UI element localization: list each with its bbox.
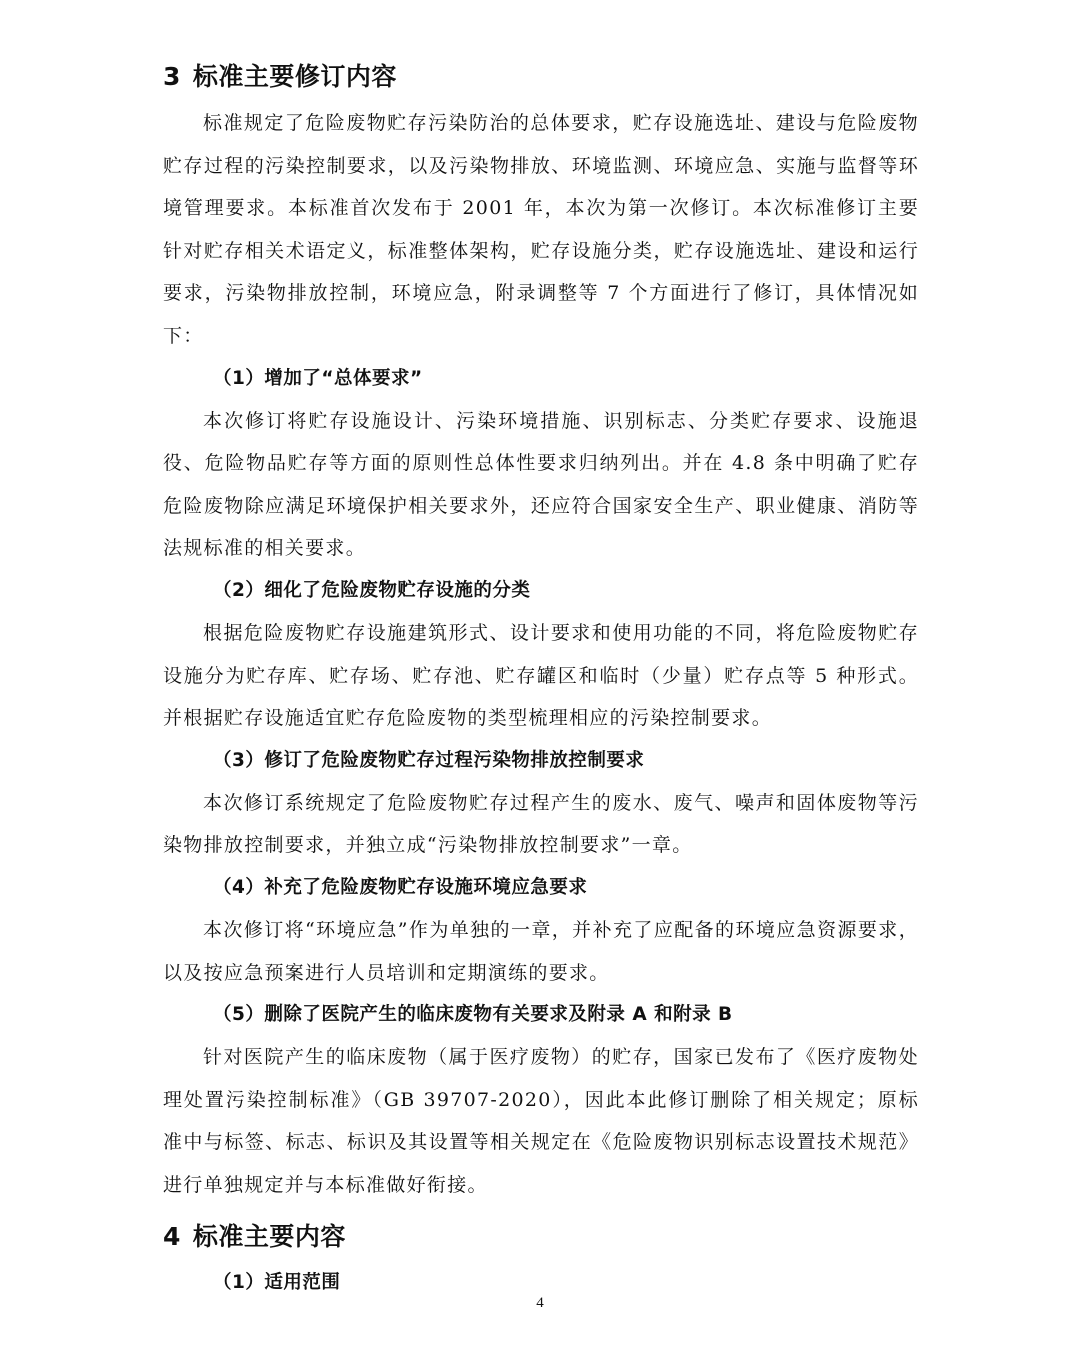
section-title: 标准主要内容: [192, 1222, 346, 1252]
subsection-paragraph-3: 本次修订系统规定了危险废物贮存过程产生的废水、废气、噪声和固体废物等污染物排放控制要求，并独立成“污染物排放控制要求”一章。: [163, 791, 919, 857]
page-number: 4: [536, 1295, 544, 1311]
subsection-heading-4: （4）补充了危险废物贮存设施环境应急要求: [213, 876, 588, 898]
subsection-paragraph-5: 针对医院产生的临床废物（属于医疗废物）的贮存，国家已发布了《医疗废物处理处置污染控制标准》（GB 39707-2020），因此本此修订删除了相关规定；原标准中与标签、标志、标识及其设置等相关规定在《危险废物识别标志设置技术规范》进行单独规定并与本标准做好衔接。: [163, 1046, 919, 1196]
section-title: 标准主要修订内容: [192, 62, 397, 91]
subsection-heading-5: （5）删除了医院产生的临床废物有关要求及附录 A 和附录 B: [213, 1004, 733, 1026]
subsection-heading-scope: （1）适用范围: [213, 1272, 341, 1294]
subsection-paragraph-2: 根据危险废物贮存设施建筑形式、设计要求和使用功能的不同，将危险废物贮存设施分为贮存库、贮存场、贮存池、贮存罐区和临时（少量）贮存点等 5 种形式。并根据贮存设施适宜贮存危险废物的类型梳理相应的污染控制要求。: [163, 621, 919, 730]
subsection-paragraph-1: 本次修订将贮存设施设计、污染环境措施、识别标志、分类贮存要求、设施退役、危险物品贮存等方面的原则性总体性要求归纳列出。并在 4.8 条中明确了贮存危险废物除应满足环境保护相关要求外，还应符合国家安全生产、职业健康、消防等法规标准的相关要求。: [163, 409, 919, 560]
section-number: 3: [163, 62, 181, 91]
subsection-paragraph-4: 本次修订将“环境应急”作为单独的一章，并补充了应配备的环境应急资源要求，以及按应急预案进行人员培训和定期演练的要求。: [163, 918, 919, 984]
subsection-heading-3: （3）修订了危险废物贮存过程污染物排放控制要求: [213, 749, 645, 771]
subsection-heading-2: （2）细化了危险废物贮存设施的分类: [213, 579, 531, 601]
section-heading-4: [163, 1212, 919, 1262]
page-content: [163, 52, 919, 1304]
section-intro-paragraph: 标准规定了危险废物贮存污染防治的总体要求，贮存设施选址、建设与危险废物贮存过程的污染控制要求，以及污染物排放、环境监测、环境应急、实施与监督等环境管理要求。本标准首次发布于 2001 年，本次为第一次修订。本次标准修订主要针对贮存相关术语定义，标准整体架构，贮存设施分类，贮存设施选址、建设和运行要求，污染物排放控制，环境应急，附录调整等 7 个方面进行了修订，具体情况如下：: [163, 112, 919, 347]
section-heading-3: [163, 52, 919, 102]
section-number: 4: [163, 1222, 181, 1252]
subsection-heading-1: （1）增加了“总体要求”: [213, 367, 423, 389]
